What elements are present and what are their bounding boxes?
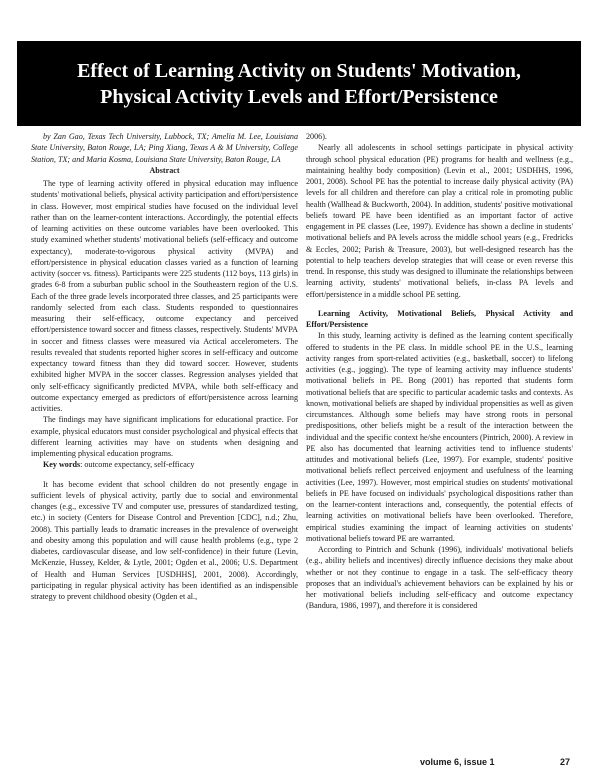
page-footer <box>420 757 570 769</box>
keywords-label: Key words <box>43 460 81 470</box>
page-number: 27 <box>559 757 570 767</box>
abstract-paragraph-2: The findings may have significant implications for educational practice. For example, physical educators must consider psychological and physical effects that different learning activities may have on students when designing and implementing physical education programs. <box>31 415 298 458</box>
abstract-heading: Abstract <box>149 165 180 175</box>
abstract-paragraph-1: The type of learning activity offered in physical education may influence students' motivational beliefs, physical activity participation and effort/persistence in class. However, most empirical studies have focused on the individual level rather than on the learner-content interactions. Accordingly, the potential effects of learning activities on these outcome variables have been overlooked. This study examined whether students' motivational beliefs (self-efficacy and outcome expectancy), moderate-to-vigorous physical activity (MVPA) and effort/persistence in physical education classes varied as a function of learning activity (soccer vs. fitness). Participants were 225 students (112 boys, 113 girls) in grades 6-8 from a suburban public school in the Southeastern region of the U.S. Each of the three grade levels incorporated three classes, and 25 participants were randomly selected from each class. Students responded to questionnaires measuring their self-efficacy, outcome expectancy and perceived effort/persistence toward soccer and fitness classes, respectively. Students' MVPA in soccer and fitness classes were measured via Actical accelerometers. The results revealed that students reported higher scores in self-efficacy and outcome expectancy toward fitness than they did toward soccer. However, students exhibited higher MVPA in the soccer classes. Regression analyses yielded that only self-efficacy significantly predicted MVPA, while both self-efficacy and outcome expectancy emerged as predictors of effort/persistence across learning activities. <box>31 179 298 413</box>
body-paragraph-self-efficacy: According to Pintrich and Schunk (1996), individuals' motivational beliefs (e.g., ability beliefs and incentives) directly influence decisions they make about whether or not they continue to engage in a task. The self-efficacy theory proposes that an individual's achievement behaviors can be explained by his or her motivational beliefs including self-efficacy and outcome expectancy (Bandura, 1986, 1997), and therefore it is considered <box>306 545 573 611</box>
author-byline: by Zan Gao, Texas Tech University, Lubbock, TX; Amelia M. Lee, Louisiana State University, Baton Rouge, LA; Ping Xiang, Texas A & M University, College Station, TX; and Maria Kosma, Louisiana State University, Baton Rouge, LA <box>31 132 298 164</box>
article-title-line-1: Effect of Learning Activity on Students' Motivation, <box>77 59 521 82</box>
section-heading: Learning Activity, Motivational Beliefs, Physical Activity and Effort/Persistence <box>306 308 573 329</box>
journal-issue: volume 6, issue 1 <box>420 757 495 767</box>
body-paragraph-learning-activity: In this study, learning activity is defined as the learning content specifically offered to students in the PE class. In middle school PE in the U.S., learning activity ranges from sport-related activities (e.g., basketball, soccer) to lifelong activities (e.g., jogging). The type of learning activity may influence students' motivational beliefs in PE. Bong (2001) has reported that students form motivational beliefs that are specific to particular academic tasks and contexts. As known, motivational beliefs are shaped by individual propensities as well as given circumstances. Although some beliefs may have strong roots in personal predispositions, other beliefs might be a result of the interaction between the individual and the specific context he/she encounters (Pintrich, 2000). A review in PE also has documented that learning activities tend to influence students' attitudes and motivational beliefs (Lee, 1997). For example, students' positive motivational beliefs reflect perceived enjoyment and usefulness of the learning activities (Lee, 1997). However, most empirical studies on students' motivational beliefs in PE have focused on individuals' psychological dispositions rather than on the learner-content interactions and, consequently, the potential effects of learning activities on motivational beliefs have been overlooked. Therefore, empirical studies examining the impact of learning activities on students' motivational beliefs toward PE are warranted. <box>306 331 573 543</box>
body-paragraph-continued: 2006). <box>306 132 327 141</box>
left-column <box>31 131 298 602</box>
keywords-text: : outcome expectancy, self-efficacy <box>80 460 195 470</box>
body-paragraph-intro: It has become evident that school children do not presently engage in sufficient levels of physical activity, partly due to social and environmental changes (e.g., excessive TV and computer use, pressures of standardized testing, etc.) in society (Centers for Disease Control and Prevention [CDC], n.d.; Zhu, 2008). This partially leads to dramatic increases in the prevalence of overweight and obesity among this population and will cause health problems (e.g., type 2 diabetes, cardiovascular disease, and low self-confidence) in their future (Levin, McKenzie, Hussey, Kelder, & Lytle, 2001; Ogden et al., 2006; U.S. Department of Health and Human Services [USDHHS], 2001, 2008). Accordingly, participating in regular physical activity has been identified as an indispensible strategy to prevent childhood obesity (Ogden et al., <box>31 479 298 601</box>
body-paragraph-adolescents: Nearly all adolescents in school settings participate in physical activity through school physical education (PE) programs for health and wellness (e.g., maintaining healthy body composition) (Levin et al., 2001; USDHHS, 1996, 2001, 2008). School PE has the potential to increase daily physical activity (PA) levels for all children and therefore can play a critical role in promoting public health (Wallhead & Buckworth, 2004). In addition, students' positive motivational beliefs toward PE have been identified as an important factor of active engagement in PE classes (Lee, 1997). Evidence has shown a decline in students' motivational beliefs and PA levels across the middle school years (e.g., Fredricks & Eccles, 2002; Parish & Treasure, 2003), but well-designed research has the potential to help teachers develop strategies that will cease or even reverse this trend. In response, this study was designed to illuminate the relationships between learning activity, students' motivational beliefs, in-class PA levels and effort/persistence in a middle school PE setting. <box>306 143 573 299</box>
article-title-banner <box>17 41 581 126</box>
keywords-line <box>31 459 298 470</box>
section-gap <box>306 300 573 308</box>
section-gap <box>31 471 298 479</box>
article-title-line-2: Physical Activity Levels and Effort/Persistence <box>100 85 498 108</box>
right-column <box>306 131 573 612</box>
